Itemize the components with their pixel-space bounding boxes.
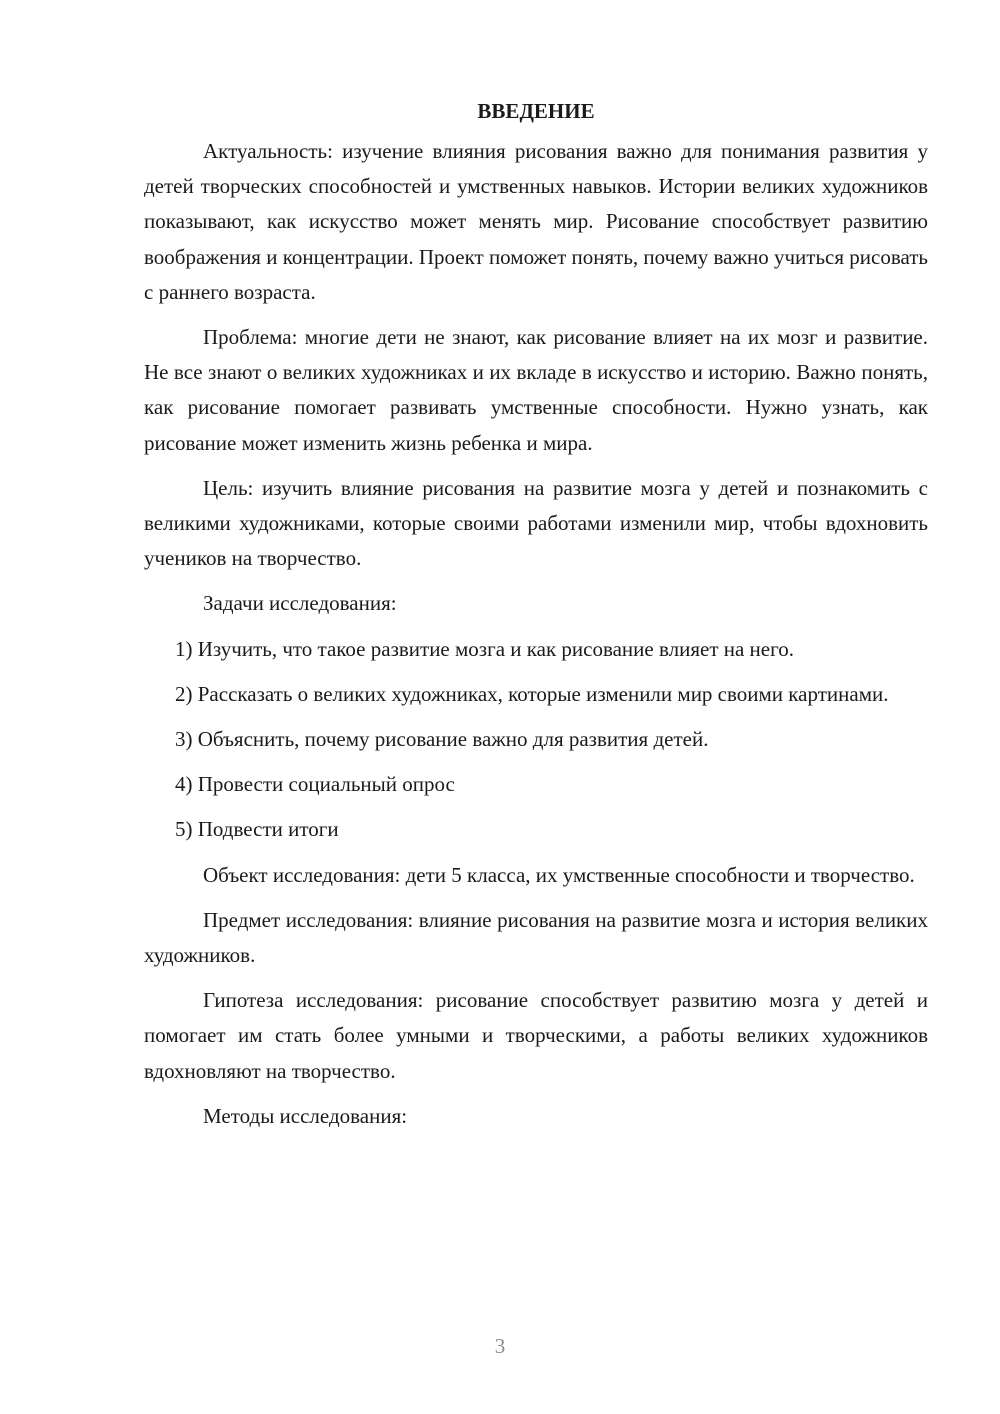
paragraph-problem: Проблема: многие дети не знают, как рисование влияет на их мозг и развитие. Не все знают о великих художниках и их вкладе в искусство и историю. Важно понять, как рисование помогает развивать умственные способности. Нужно узнать, как рисование может изменить жизнь ребенка и мира. [144,325,928,455]
task-item-2: 2) Рассказать о великих художниках, которые изменили мир своими картинами. [175,681,889,706]
task-item-4: 4) Провести социальный опрос [175,772,455,797]
task-item-3: 3) Объяснить, почему рисование важно для развития детей. [175,727,709,752]
task-item-1: 1) Изучить, что такое развитие мозга и как рисование влияет на него. [175,636,794,661]
section-title: ВВЕДЕНИЕ [477,99,595,123]
paragraph-subject: Предмет исследования: влияние рисования на развитие мозга и история великих художников. [144,907,928,968]
tasks-heading: Задачи исследования: [203,591,397,616]
task-item-5: 5) Подвести итоги [175,817,339,842]
document-page [144,94,928,1144]
methods-heading: Методы исследования: [203,1103,408,1128]
paragraph-object: Объект исследования: дети 5 класса, их умственные способности и творчество. [203,862,915,887]
paragraph-goal: Цель: изучить влияние рисования на развитие мозга у детей и познакомить с великими художниками, которые своими работами изменили мир, чтобы вдохновить учеников на творчество. [144,475,928,571]
page-number: 3 [494,1334,506,1358]
paragraph-relevance: Актуальность: изучение влияния рисования важно для понимания развития у детей творческих способностей и умственных навыков. Истории великих художников показывают, как искусство может менять мир. Рисование способствует развитию воображения и концентрации. Проект поможет понять, почему важно учиться рисовать с раннего возраста. [144,139,929,304]
paragraph-hypothesis: Гипотеза исследования: рисование способствует развитию мозга у детей и помогает им стать более умными и творческими, а работы великих художников вдохновляют на творчество. [144,988,928,1083]
